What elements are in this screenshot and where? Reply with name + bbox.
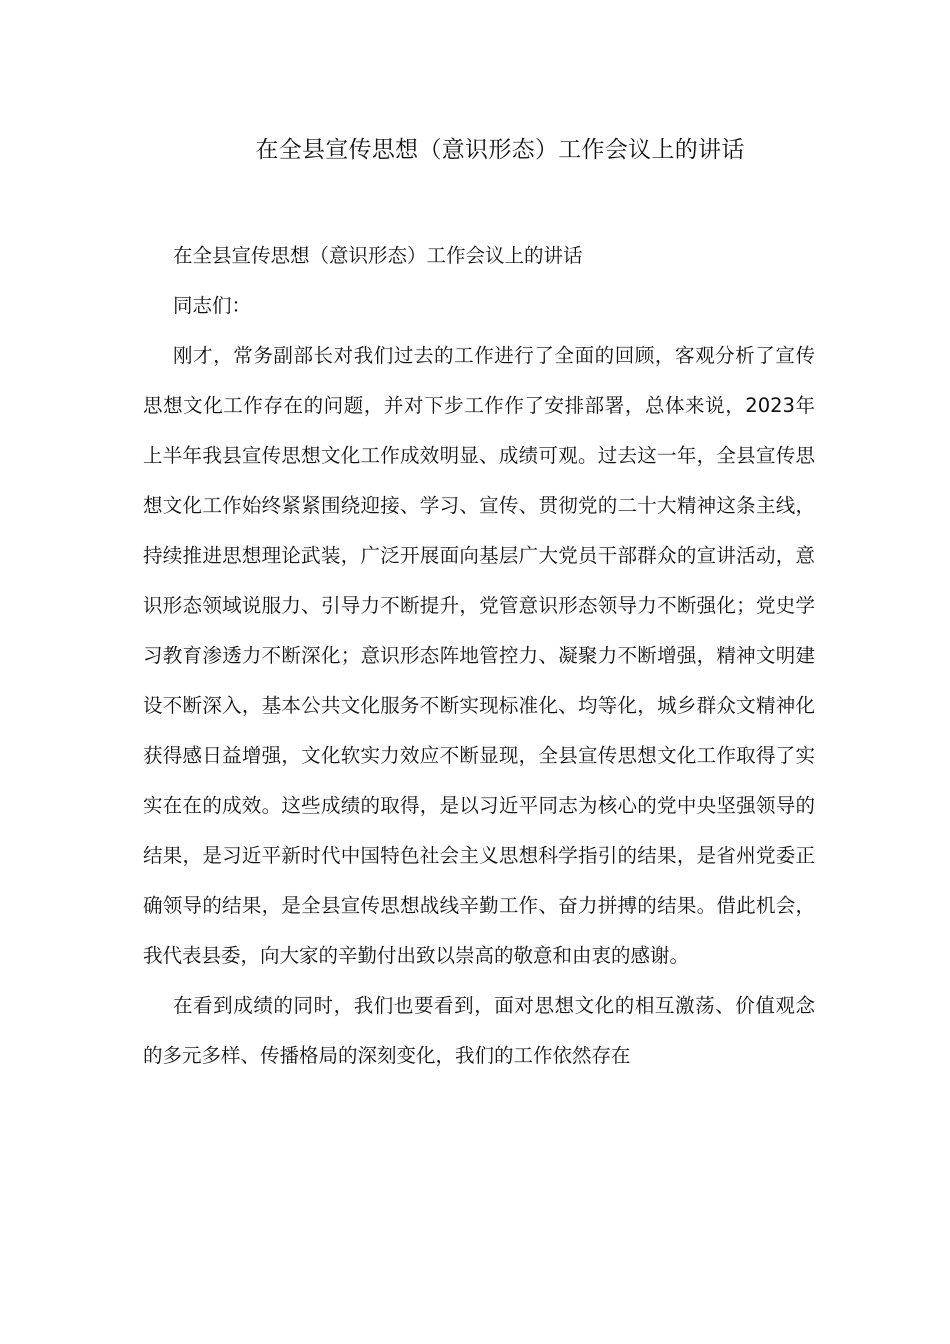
document-body [143, 231, 815, 1081]
paragraph-problems: 在看到成绩的同时，我们也要看到，面对思想文化的相互激荡、价值观念的多元多样、传播格局的深刻变化，我们的工作依然存在 [143, 994, 815, 1067]
document-title: 在全县宣传思想（意识形态）工作会议上的讲话 [255, 137, 745, 163]
document-subtitle: 在全县宣传思想（意识形态）工作会议上的讲话 [173, 244, 583, 267]
salutation: 同志们： [173, 294, 252, 317]
paragraph-achievements: 刚才，常务副部长对我们过去的工作进行了全面的回顾，客观分析了宣传思想文化工作存在的问题，并对下步工作作了安排部署，总体来说，2023年上半年我县宣传思想文化工作成效明显、成绩可观。过去这一年，全县宣传思想文化工作始终紧紧围绕迎接、学习、宣传、贯彻党的二十大精神这条主线，持续推进思想理论武装，广泛开展面向基层广大党员干部群众的宣讲活动，意识形态领域说服力、引导力不断提升，党管意识形态领导力不断强化；党史学习教育渗透力不断深化；意识形态阵地管控力、凝聚力不断增强，精神文明建设不断深入，基本公共文化服务不断实现标准化、均等化，城乡群众文精神化获得感日益增强，文化软实力效应不断显现，全县宣传思想文化工作取得了实实在在的成效。这些成绩的取得，是以习近平同志为核心的党中央坚强领导的结果，是习近平新时代中国特色社会主义思想科学指引的结果，是省州党委正确领导的结果，是全县宣传思想战线辛勤工作、奋力拼搏的结果。借此机会，我代表县委，向大家的辛勤付出致以崇高的敬意和由衷的感谢。 [143, 344, 815, 967]
